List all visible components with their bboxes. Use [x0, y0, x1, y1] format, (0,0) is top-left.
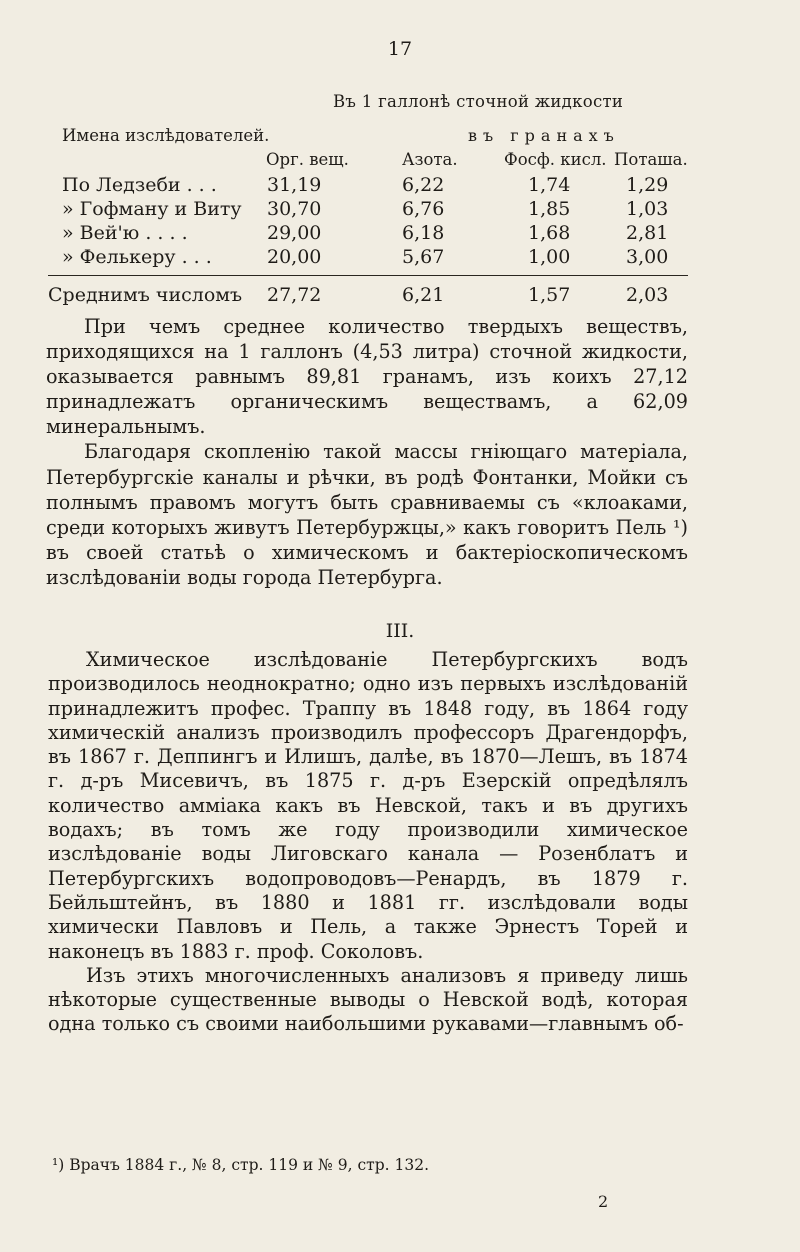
row-value: 30,70: [267, 198, 322, 220]
paragraph: Химическое изслѣдованіе Петербургскихъ водъ производилось неоднократно; одно изъ первыхъ изслѣдованій принадлежитъ профес. Траппу въ 1848 году, въ 1864 году химическій анализъ производилъ профессоръ Драгендорфъ, въ 1867 г. Деппингъ и Илишъ, далѣе, въ 1870—Лешъ, въ 1874 г. д-ръ Мисевичъ, въ 1875 г. д-ръ Езерскій опредѣлялъ количество амміака какъ въ Невской, такъ и въ другихъ водахъ; въ томъ же году производили химическое изслѣдованіе воды Лиговскаго канала — Розенблатъ и Петербургскихъ водопроводовъ—Ренардъ, въ 1879 г. Бейльштейнъ, въ 1880 и 1881 гг. изслѣдовали воды химически Павловъ и Пель, а также Эрнестъ Торей и наконецъ въ 1883 г. проф. Соколовъ.: [48, 648, 688, 963]
row-value: 3,00: [626, 246, 669, 268]
row-value: 6,76: [402, 198, 445, 220]
table-rule: [48, 275, 688, 276]
table-row: [48, 198, 688, 224]
row-name: » Гофману и Виту: [62, 198, 242, 220]
row-value: 5,67: [402, 246, 445, 268]
row-value: 1,00: [528, 246, 571, 268]
row-value: 1,85: [528, 198, 571, 220]
table-header-names: Имена изслѣдователей.: [62, 126, 270, 145]
table-average-row: [48, 284, 688, 310]
paragraph: Благодаря скопленію такой массы гніющаго матеріала, Петербургскіе каналы и рѣчки, въ родѣ Фонтанки, Мойки съ полнымъ правомъ могутъ быть сравниваемы съ «клоаками, среди которыхъ живутъ Петербуржцы,» какъ говоритъ Пель ¹) въ своей статьѣ о химическомъ и бактеріоскопическомъ изслѣдованіи воды города Петербурга.: [46, 440, 688, 589]
row-value: 20,00: [267, 246, 322, 268]
row-value: 6,22: [402, 174, 445, 196]
row-value: 6,18: [402, 222, 445, 244]
average-value: 6,21: [402, 284, 445, 306]
average-label: Среднимъ числомъ: [48, 284, 243, 306]
paragraph: При чемъ среднее количество твердыхъ веществъ, приходящихся на 1 галлонъ (4,53 литра) сточной жидкости, оказывается равнымъ 89,81 гранамъ, изъ коихъ 27,12 принадлежатъ органическимъ веществамъ, а 62,09 минеральнымъ.: [46, 315, 688, 439]
column-header-organic: Орг. вещ.: [266, 150, 349, 169]
page-number: 17: [387, 38, 413, 60]
body-text-upper: [46, 314, 688, 590]
row-value: 31,19: [267, 174, 322, 196]
row-value: 1,03: [626, 198, 669, 220]
row-value: 1,29: [626, 174, 669, 196]
table-header-title: Въ 1 галлонѣ сточной жидкости: [333, 92, 624, 111]
row-name: » Фелькеру . . .: [62, 246, 212, 268]
average-value: 27,72: [267, 284, 322, 306]
column-header-potash: Поташа.: [614, 150, 688, 169]
row-value: 1,74: [528, 174, 571, 196]
table-row: [48, 222, 688, 248]
column-header-nitrogen: Азота.: [402, 150, 458, 169]
table-row: [48, 174, 688, 200]
average-value: 2,03: [626, 284, 669, 306]
row-value: 1,68: [528, 222, 571, 244]
row-value: 2,81: [626, 222, 669, 244]
body-text-lower: [48, 648, 688, 1037]
column-header-phosphoric: Фосф. кисл.: [504, 150, 607, 169]
row-name: » Вей'ю . . . .: [62, 222, 188, 244]
table-row: [48, 246, 688, 272]
table-header-units: въ гранахъ: [468, 126, 620, 145]
row-value: 29,00: [267, 222, 322, 244]
row-name: По Ледзеби . . .: [62, 174, 217, 196]
paragraph: Изъ этихъ многочисленныхъ анализовъ я приведу лишь нѣкоторые существенные выводы о Невской водѣ, которая одна только съ своими наибольшими рукавами—главнымъ об-: [48, 963, 688, 1036]
signature-mark: 2: [598, 1192, 609, 1211]
average-value: 1,57: [528, 284, 571, 306]
section-title: III.: [385, 620, 415, 642]
footnote: ¹) Врачъ 1884 г., № 8, стр. 119 и № 9, стр. 132.: [52, 1156, 430, 1174]
